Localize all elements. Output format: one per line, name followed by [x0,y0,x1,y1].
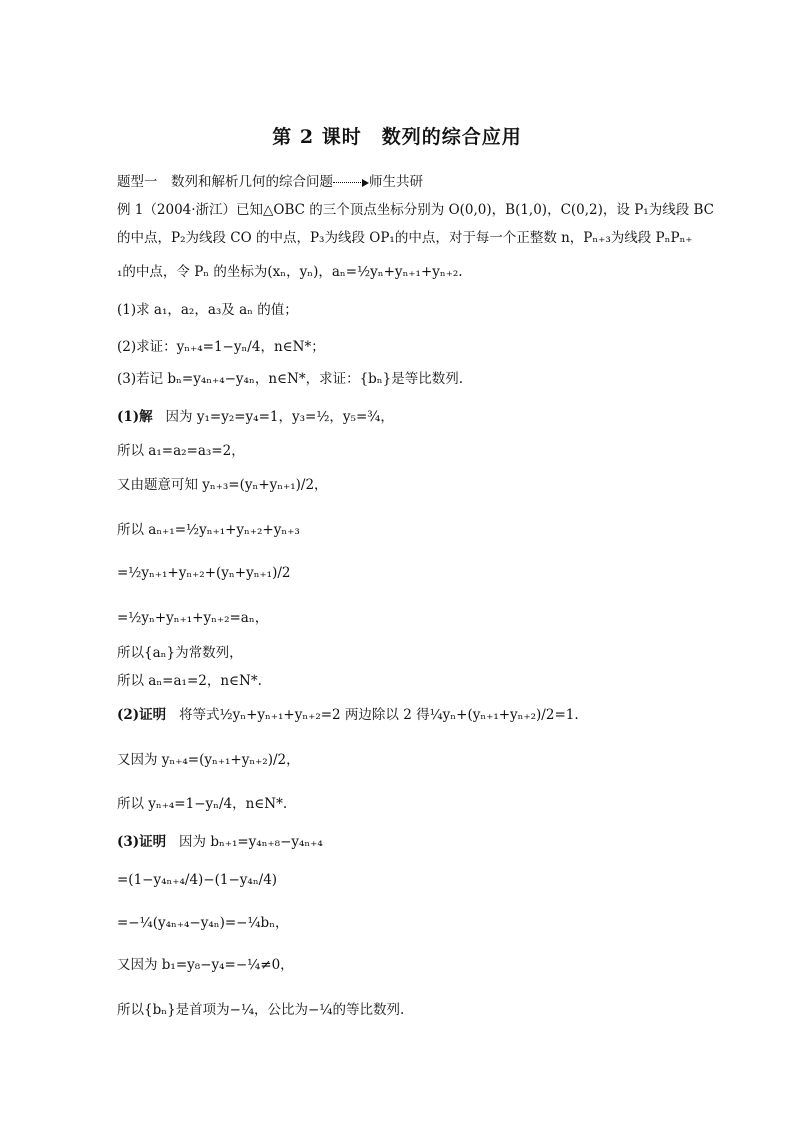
solution-line-4: 所以 aₙ₊₁=½yₙ₊₁+yₙ₊₂+yₙ₊₃ [117,522,300,538]
solution-line-3: 又由题意可知 yₙ₊₃=(yₙ+yₙ₊₁)/2， [117,477,328,493]
solution-line-8: 所以 aₙ=a₁=2，n∈N*. [117,673,262,689]
example-line-1 [117,200,714,220]
page-title: 第 2 课时 数列的综合应用 [272,126,522,148]
example-label: 例 1 [117,202,144,218]
example-source: （2004·浙江） [143,202,237,218]
proof-3-line-b: =(1−y₄ₙ₊₄/4)−(1−y₄ₙ/4) [117,872,278,888]
proof-2-line-c: 所以 yₙ₊₄=1−yₙ/4，n∈N*. [117,796,288,812]
proof-3-line-c: =−¼(y₄ₙ₊₄−y₄ₙ)=−¼bₙ， [117,915,289,931]
question-3: (3)若记 bₙ=y₄ₙ₊₄−y₄ₙ，n∈N*，求证：{bₙ}是等比数列. [117,371,464,387]
question-2: (2)求证：yₙ₊₄=1−yₙ/4，n∈N*； [117,339,325,355]
proof-2-text: 将等式½yₙ+yₙ₊₁+yₙ₊₂=2 两边除以 2 得¼yₙ+(yₙ₊₁+yₙ₊₂)/2=1. [179,707,579,723]
solution-line-2: 所以 a₁=a₂=a₃=2， [117,443,245,459]
proof-3-line-e: 所以{bₙ}是首项为−¼，公比为−¼的等比数列. [117,1002,405,1018]
solution-1-label: (1)解 [117,409,153,425]
proof-2-label: (2)证明 [117,707,167,723]
solution-line-7: 所以{aₙ}为常数列， [117,645,243,661]
solution-line-5: =½yₙ₊₁+yₙ₊₂+(yₙ+yₙ₊₁)/2 [117,565,291,581]
solution-1-text: 因为 y₁=y₂=y₄=1，y₃=½，y₅=¾， [165,409,394,425]
proof-3-label: (3)证明 [117,834,167,850]
solution-line-6: =½yₙ+yₙ₊₁+yₙ₊₂=aₙ， [117,610,269,626]
topic-tag: 师生共研 [369,174,423,190]
example-text-1: 已知△OBC 的三个顶点坐标分别为 O(0,0)，B(1,0)，C(0,2)，设 P₁为线段 BC [236,202,714,218]
proof-2-line [117,705,682,725]
proof-3-line-d: 又因为 b₁=y₈−y₄=−¼≠0， [117,957,294,973]
proof-3-line [117,832,682,852]
example-line-3: ₁的中点，令 Pₙ 的坐标为(xₙ，yₙ)，aₙ=½yₙ+yₙ₊₁+yₙ₊₂. [117,264,463,280]
solution-1-line [117,407,682,427]
example-line-2: 的中点，P₂为线段 CO 的中点，P₃为线段 OP₁的中点，对于每一个正整数 n，Pₙ₊₃为线段 PₙPₙ₊ [117,230,693,246]
proof-3-text: 因为 bₙ₊₁=y₄ₙ₊₈−y₄ₙ₊₄ [179,834,323,850]
topic-heading [117,172,682,192]
topic-label: 题型一 数列和解析几何的综合问题 [117,174,333,190]
question-1: (1)求 a₁，a₂，a₃及 aₙ 的值； [117,302,298,318]
arrow-icon [333,178,369,188]
proof-2-line-b: 又因为 yₙ₊₄=(yₙ₊₁+yₙ₊₂)/2， [117,752,300,768]
